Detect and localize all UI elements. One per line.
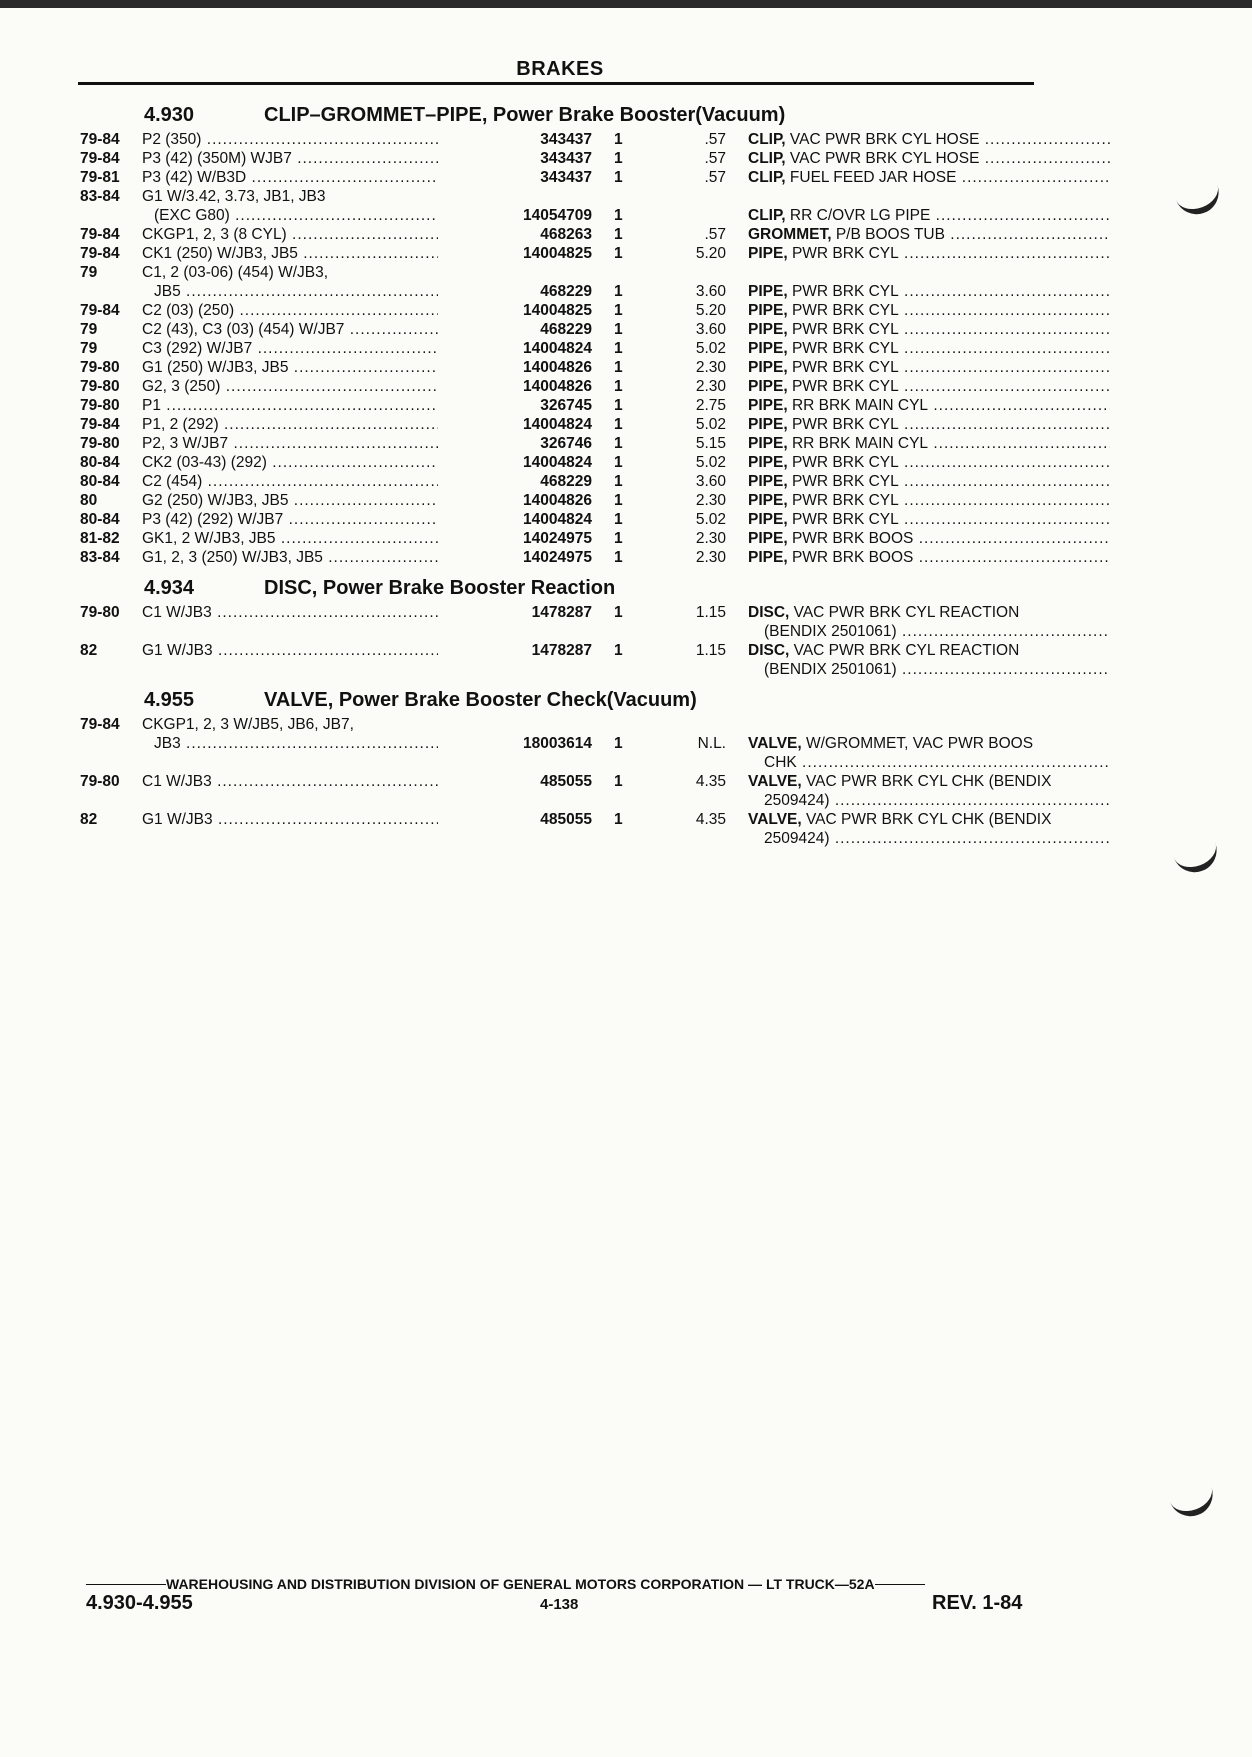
item-description	[748, 510, 1110, 529]
item-description	[764, 753, 1110, 772]
price: 5.20	[695, 245, 726, 262]
price: N.L.	[697, 735, 726, 752]
item-description	[748, 548, 1110, 567]
application-description: P2, 3 W/JB7 .....	[142, 434, 488, 453]
quantity: 1	[614, 530, 623, 547]
quantity: 1	[614, 283, 623, 300]
part-number: 14024975	[438, 529, 592, 548]
price: 4.35	[695, 811, 726, 828]
item-name: PIPE,	[748, 340, 788, 357]
quantity: 1	[614, 169, 623, 186]
model-years: 79	[80, 264, 98, 281]
scan-top-edge	[0, 0, 1252, 8]
item-name: PIPE,	[748, 378, 788, 395]
footer-revision: REV. 1-84	[932, 1592, 1023, 1614]
price: 4.35	[695, 773, 726, 790]
part-number: 1478287	[438, 603, 592, 622]
application-description: CK2 (03-43) (292) .....	[142, 453, 488, 472]
parts-row	[78, 320, 1038, 339]
model-years: 79-84	[80, 226, 120, 243]
section-gap	[78, 848, 1038, 854]
item-name: PIPE,	[748, 416, 788, 433]
item-name: DISC,	[748, 642, 790, 659]
application-description: C1, 2 (03-06) (454) W/JB3,	[142, 264, 329, 281]
price: 3.60	[695, 473, 726, 490]
application-description: JB3 .....	[154, 734, 488, 753]
application-description: C3 (292) W/JB7 .....	[142, 339, 488, 358]
part-number: 14054709	[438, 206, 592, 225]
application-description: CKGP1, 2, 3 W/JB5, JB6, JB7,	[142, 716, 354, 733]
part-number: 485055	[438, 810, 592, 829]
section-title: CLIP–GROMMET–PIPE, Power Brake Booster(Vacuum)	[264, 104, 786, 126]
item-detail: PWR BRK CYL	[787, 283, 899, 300]
price: .57	[704, 131, 726, 148]
item-detail: PWR BRK CYL	[787, 473, 899, 490]
item-detail: PWR BRK CYL	[787, 492, 899, 509]
quantity: 1	[614, 642, 623, 659]
item-description	[764, 791, 1110, 810]
item-name: PIPE,	[748, 454, 788, 471]
item-detail: PWR BRK CYL	[787, 245, 899, 262]
section-number: 4.934	[144, 577, 195, 599]
parts-row	[78, 734, 1038, 753]
quantity: 1	[614, 492, 623, 509]
application-description: G2, 3 (250) .....	[142, 377, 488, 396]
part-number: 468263	[438, 225, 592, 244]
part-number: 343437	[438, 149, 592, 168]
item-name: PIPE,	[748, 283, 788, 300]
item-detail: PWR BRK CYL	[787, 302, 899, 319]
item-detail: 2509424)	[764, 792, 830, 809]
item-description	[748, 320, 1110, 339]
parts-row	[78, 548, 1038, 567]
model-years: 80-84	[80, 511, 120, 528]
part-number: 14004825	[438, 244, 592, 263]
parts-row	[78, 225, 1038, 244]
item-detail: (BENDIX 2501061)	[764, 623, 897, 640]
item-description	[748, 641, 1110, 660]
item-detail: VAC PWR BRK CYL REACTION	[789, 642, 1020, 659]
item-detail: P/B BOOS TUB	[831, 226, 945, 243]
item-detail: PWR BRK CYL	[787, 416, 899, 433]
model-years: 83-84	[80, 549, 120, 566]
item-description	[748, 225, 1110, 244]
item-description	[748, 244, 1110, 263]
part-number: 468229	[438, 320, 592, 339]
item-detail: VAC PWR BRK CYL CHK (BENDIX	[801, 811, 1052, 828]
quantity: 1	[614, 245, 623, 262]
item-description	[764, 622, 1110, 641]
model-years: 79-84	[80, 150, 120, 167]
section-title: VALVE, Power Brake Booster Check(Vacuum)	[264, 689, 697, 711]
quantity: 1	[614, 511, 623, 528]
model-years: 79	[80, 340, 98, 357]
model-years: 83-84	[80, 188, 120, 205]
model-years: 79-84	[80, 302, 120, 319]
item-name: VALVE,	[748, 811, 802, 828]
item-name: CLIP,	[748, 169, 786, 186]
item-description	[748, 453, 1110, 472]
part-number: 485055	[438, 772, 592, 791]
item-description	[748, 529, 1110, 548]
item-detail: PWR BRK BOOS	[787, 549, 914, 566]
price: .57	[704, 150, 726, 167]
binder-hole-mark	[1169, 830, 1223, 879]
section-number: 4.955	[144, 689, 195, 711]
item-description	[748, 149, 1110, 168]
price: 5.02	[695, 416, 726, 433]
price: 2.30	[695, 378, 726, 395]
parts-row	[78, 791, 1038, 810]
part-number: 326746	[438, 434, 592, 453]
parts-row	[78, 641, 1038, 660]
item-description	[748, 603, 1110, 622]
model-years: 80	[80, 492, 98, 509]
model-years: 79-81	[80, 169, 120, 186]
item-name: PIPE,	[748, 511, 788, 528]
parts-row	[78, 301, 1038, 320]
model-years: 79-80	[80, 435, 120, 452]
parts-row	[78, 453, 1038, 472]
model-years: 79-84	[80, 416, 120, 433]
parts-row	[78, 753, 1038, 772]
part-number: 14004825	[438, 301, 592, 320]
item-description	[748, 168, 1110, 187]
quantity: 1	[614, 435, 623, 452]
price: 5.02	[695, 511, 726, 528]
title-rule	[78, 82, 1034, 85]
item-name: PIPE,	[748, 530, 788, 547]
model-years: 79	[80, 321, 98, 338]
parts-row	[78, 810, 1052, 829]
part-number: 14004826	[438, 377, 592, 396]
item-description	[748, 396, 1110, 415]
item-description	[748, 206, 1110, 225]
model-years: 80-84	[80, 454, 120, 471]
item-description	[764, 829, 1110, 848]
item-name: PIPE,	[748, 473, 788, 490]
parts-row	[78, 263, 1038, 282]
part-number: 14004824	[438, 415, 592, 434]
quantity: 1	[614, 735, 623, 752]
application-description: GK1, 2 W/JB3, JB5 .....	[142, 529, 488, 548]
quantity: 1	[614, 773, 623, 790]
model-years: 81-82	[80, 530, 120, 547]
quantity: 1	[614, 226, 623, 243]
parts-row	[78, 187, 1038, 206]
parts-row	[78, 377, 1038, 396]
quantity: 1	[614, 207, 623, 224]
item-detail: RR C/OVR LG PIPE	[785, 207, 931, 224]
item-detail: PWR BRK CYL	[787, 359, 899, 376]
item-detail: FUEL FEED JAR HOSE	[785, 169, 957, 186]
item-detail: RR BRK MAIN CYL	[787, 397, 929, 414]
item-description	[748, 491, 1110, 510]
item-description	[764, 660, 1110, 679]
price: 5.20	[695, 302, 726, 319]
item-detail: PWR BRK CYL	[787, 340, 899, 357]
parts-row	[78, 603, 1038, 622]
parts-row	[78, 622, 1038, 641]
application-description: P3 (42) (350M) WJB7 .....	[142, 149, 488, 168]
model-years: 79-80	[80, 604, 120, 621]
section-number: 4.930	[144, 104, 195, 126]
application-description: P2 (350) .....	[142, 130, 488, 149]
application-description: CK1 (250) W/JB3, JB5 .....	[142, 244, 488, 263]
item-description	[748, 434, 1110, 453]
model-years: 79-84	[80, 131, 120, 148]
quantity: 1	[614, 359, 623, 376]
item-detail: PWR BRK CYL	[787, 321, 899, 338]
item-name: PIPE,	[748, 321, 788, 338]
part-number: 14004824	[438, 453, 592, 472]
item-detail: RR BRK MAIN CYL	[787, 435, 929, 452]
price: 2.30	[695, 492, 726, 509]
model-years: 79-84	[80, 245, 120, 262]
parts-row	[78, 829, 1038, 848]
part-number: 343437	[438, 168, 592, 187]
item-description	[748, 734, 1110, 753]
quantity: 1	[614, 150, 623, 167]
price: 1.15	[695, 642, 726, 659]
item-detail: PWR BRK CYL	[787, 511, 899, 528]
section-heading	[78, 573, 1038, 603]
item-name: PIPE,	[748, 435, 788, 452]
item-name: VALVE,	[748, 735, 802, 752]
price: 2.30	[695, 530, 726, 547]
quantity: 1	[614, 397, 623, 414]
item-description	[748, 377, 1110, 396]
item-name: CLIP,	[748, 131, 786, 148]
parts-row	[78, 529, 1038, 548]
quantity: 1	[614, 604, 623, 621]
application-description: G1, 2, 3 (250) W/JB3, JB5 .....	[142, 548, 488, 567]
application-description: P3 (42) (292) W/JB7 .....	[142, 510, 488, 529]
application-description: G2 (250) W/JB3, JB5 .....	[142, 491, 488, 510]
application-description: CKGP1, 2, 3 (8 CYL) .....	[142, 225, 488, 244]
parts-row	[78, 772, 1052, 791]
application-description: (EXC G80) .....	[154, 206, 488, 225]
item-name: PIPE,	[748, 245, 788, 262]
item-name: VALVE,	[748, 773, 802, 790]
parts-row	[78, 339, 1038, 358]
item-detail: VAC PWR BRK CYL CHK (BENDIX	[801, 773, 1052, 790]
price: 5.02	[695, 454, 726, 471]
quantity: 1	[614, 549, 623, 566]
quantity: 1	[614, 378, 623, 395]
item-name: PIPE,	[748, 359, 788, 376]
item-detail: VAC PWR BRK CYL REACTION	[789, 604, 1020, 621]
model-years: 79-80	[80, 359, 120, 376]
parts-row	[78, 472, 1038, 491]
item-detail: VAC PWR BRK CYL HOSE	[785, 150, 980, 167]
quantity: 1	[614, 473, 623, 490]
part-number: 18003614	[438, 734, 592, 753]
item-description	[748, 358, 1110, 377]
application-description: C1 W/JB3 .....	[142, 772, 488, 791]
application-description: G1 (250) W/JB3, JB5 .....	[142, 358, 488, 377]
application-description: P1 .....	[142, 396, 488, 415]
application-description: G1 W/JB3 .....	[142, 810, 488, 829]
item-detail: W/GROMMET, VAC PWR BOOS	[801, 735, 1034, 752]
quantity: 1	[614, 321, 623, 338]
parts-row	[78, 396, 1038, 415]
item-description	[748, 339, 1110, 358]
section-heading	[78, 100, 1038, 130]
application-description: G1 W/JB3 .....	[142, 641, 488, 660]
item-detail: 2509424)	[764, 830, 830, 847]
model-years: 80-84	[80, 473, 120, 490]
application-description: C2 (43), C3 (03) (454) W/JB7 .....	[142, 320, 488, 339]
footer-page-number: 4-138	[540, 1596, 579, 1613]
part-number: 343437	[438, 130, 592, 149]
application-description: P1, 2 (292) .....	[142, 415, 488, 434]
item-description	[748, 810, 1110, 829]
part-number: 14024975	[438, 548, 592, 567]
application-description: P3 (42) W/B3D .....	[142, 168, 488, 187]
part-number: 1478287	[438, 641, 592, 660]
price: 3.60	[695, 321, 726, 338]
item-description	[748, 772, 1110, 791]
quantity: 1	[614, 340, 623, 357]
part-number: 14004824	[438, 339, 592, 358]
model-years: 79-80	[80, 397, 120, 414]
item-name: PIPE,	[748, 492, 788, 509]
page-title: BRAKES	[516, 58, 604, 80]
parts-row	[78, 244, 1038, 263]
price: 5.15	[695, 435, 726, 452]
parts-row	[78, 130, 1038, 149]
parts-row	[78, 491, 1038, 510]
item-description	[748, 415, 1110, 434]
item-name: CLIP,	[748, 150, 786, 167]
model-years: 79-80	[80, 378, 120, 395]
parts-row	[78, 358, 1038, 377]
item-name: GROMMET,	[748, 226, 832, 243]
parts-row	[78, 282, 1038, 301]
quantity: 1	[614, 302, 623, 319]
item-description	[748, 301, 1110, 320]
model-years: 79-84	[80, 716, 120, 733]
quantity: 1	[614, 811, 623, 828]
model-years: 82	[80, 642, 98, 659]
model-years: 82	[80, 811, 98, 828]
model-years: 79-80	[80, 773, 120, 790]
item-name: PIPE,	[748, 397, 788, 414]
part-number: 14004824	[438, 510, 592, 529]
price: 2.75	[695, 397, 726, 414]
part-number: 468229	[438, 472, 592, 491]
parts-row	[78, 434, 1038, 453]
section-heading	[78, 685, 1038, 715]
binder-hole-mark	[1165, 1474, 1219, 1523]
section-title: DISC, Power Brake Booster Reaction	[264, 577, 616, 599]
price: 2.30	[695, 549, 726, 566]
part-number: 14004826	[438, 358, 592, 377]
footer-division-line: WAREHOUSING AND DISTRIBUTION DIVISION OF GENERAL MOTORS CORPORATION — LT TRUCK—52A	[86, 1576, 1046, 1592]
quantity: 1	[614, 416, 623, 433]
item-detail: PWR BRK BOOS	[787, 530, 914, 547]
application-description: C2 (454) .....	[142, 472, 488, 491]
parts-row	[78, 660, 1038, 679]
price: 5.02	[695, 340, 726, 357]
item-name: PIPE,	[748, 549, 788, 566]
parts-row	[78, 510, 1038, 529]
parts-row	[78, 149, 1038, 168]
item-detail: PWR BRK CYL	[787, 378, 899, 395]
price: 1.15	[695, 604, 726, 621]
item-name: DISC,	[748, 604, 790, 621]
application-description: JB5 .....	[154, 282, 488, 301]
quantity: 1	[614, 131, 623, 148]
item-detail: VAC PWR BRK CYL HOSE	[785, 131, 980, 148]
binder-hole-mark	[1171, 172, 1225, 221]
price: .57	[704, 226, 726, 243]
part-number: 468229	[438, 282, 592, 301]
item-name: PIPE,	[748, 302, 788, 319]
part-number: 326745	[438, 396, 592, 415]
item-description	[748, 282, 1110, 301]
item-name: CLIP,	[748, 207, 786, 224]
footer-section-range: 4.930-4.955	[86, 1592, 193, 1614]
price: 2.30	[695, 359, 726, 376]
price: .57	[704, 169, 726, 186]
parts-catalog-content	[78, 100, 1052, 854]
item-description	[748, 472, 1110, 491]
parts-row	[78, 715, 1038, 734]
application-description: C1 W/JB3 .....	[142, 603, 488, 622]
item-detail: PWR BRK CYL	[787, 454, 899, 471]
application-description: G1 W/3.42, 3.73, JB1, JB3	[142, 188, 326, 205]
parts-row	[78, 415, 1038, 434]
part-number: 14004826	[438, 491, 592, 510]
parts-row	[78, 206, 1038, 225]
price: 3.60	[695, 283, 726, 300]
parts-row	[78, 168, 1038, 187]
quantity: 1	[614, 454, 623, 471]
item-description	[748, 130, 1110, 149]
item-detail: (BENDIX 2501061)	[764, 661, 897, 678]
application-description: C2 (03) (250) .....	[142, 301, 488, 320]
item-detail: CHK	[764, 754, 797, 771]
